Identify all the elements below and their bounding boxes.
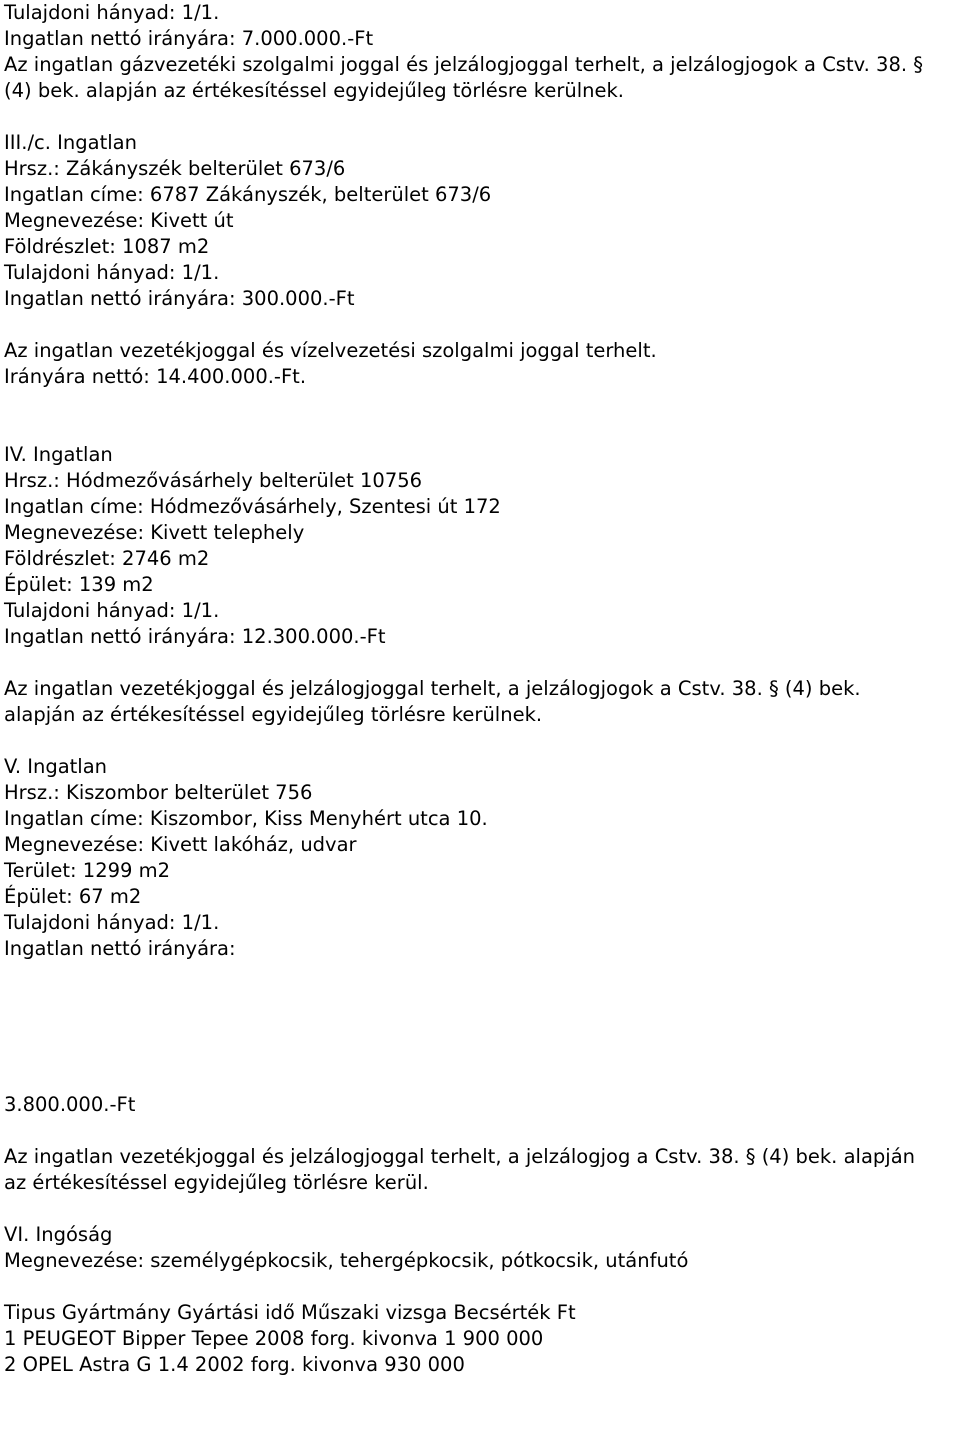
encumbrance-text: Az ingatlan vezetékjoggal és vízelvezetési szolgalmi joggal terhelt. <box>4 339 657 362</box>
net-price-value: 3.800.000.-Ft <box>4 1093 136 1116</box>
net-price: Ingatlan nettó irányára: 300.000.-Ft <box>4 287 355 310</box>
parcel-number: Hrsz.: Zákányszék belterület 673/6 <box>4 157 346 180</box>
parcel-number: Hrsz.: Hódmezővásárhely belterület 10756 <box>4 469 423 492</box>
encumbrance-text: (4) bek. alapján az értékesítéssel egyidejűleg törlésre kerülnek. <box>4 79 624 102</box>
spacer <box>4 104 954 130</box>
spacer <box>4 416 954 442</box>
spacer <box>4 1118 954 1144</box>
encumbrance-text: alapján az értékesítéssel egyidejűleg törlésre kerülnek. <box>4 703 543 726</box>
section-heading: IV. Ingatlan <box>4 443 113 466</box>
spacer <box>4 728 954 754</box>
vehicle-table-row: 1 PEUGEOT Bipper Tepee 2008 forg. kivonva 1 900 000 <box>4 1327 544 1350</box>
document-page <box>4 0 954 1378</box>
property-address: Ingatlan címe: Kiszombor, Kiss Menyhért utca 10. <box>4 807 488 830</box>
property-address: Ingatlan címe: Hódmezővásárhely, Szentesi út 172 <box>4 495 501 518</box>
vehicle-table-row: 2 OPEL Astra G 1.4 2002 forg. kivonva 930 000 <box>4 1353 465 1376</box>
property-designation: Megnevezése: Kivett út <box>4 209 234 232</box>
net-price: Ingatlan nettó irányára: 12.300.000.-Ft <box>4 625 386 648</box>
section-heading: VI. Ingóság <box>4 1223 113 1246</box>
net-price: Ingatlan nettó irányára: 7.000.000.-Ft <box>4 27 374 50</box>
encumbrance-text: Az ingatlan vezetékjoggal és jelzálogjoggal terhelt, a jelzálogjog a Cstv. 38. § (4) bek. alapján <box>4 1145 915 1168</box>
spacer <box>4 390 954 416</box>
property-designation: Megnevezése: személygépkocsik, tehergépkocsik, pótkocsik, utánfutó <box>4 1249 689 1272</box>
property-address: Ingatlan címe: 6787 Zákányszék, belterület 673/6 <box>4 183 492 206</box>
spacer <box>4 650 954 676</box>
total-net-price: Irányára nettó: 14.400.000.-Ft. <box>4 365 307 388</box>
building-area: Épület: 67 m2 <box>4 885 142 908</box>
spacer <box>4 1274 954 1300</box>
section-heading: V. Ingatlan <box>4 755 108 778</box>
property-designation: Megnevezése: Kivett telephely <box>4 521 305 544</box>
owner-share: Tulajdoni hányad: 1/1. <box>4 911 220 934</box>
building-area: Épület: 139 m2 <box>4 573 154 596</box>
net-price-label: Ingatlan nettó irányára: <box>4 937 236 960</box>
parcel-number: Hrsz.: Kiszombor belterület 756 <box>4 781 313 804</box>
vehicle-table-header: Tipus Gyártmány Gyártási idő Műszaki vizsga Becsérték Ft <box>4 1301 576 1324</box>
encumbrance-text: az értékesítéssel egyidejűleg törlésre kerül. <box>4 1171 429 1194</box>
land-area: Földrészlet: 2746 m2 <box>4 547 210 570</box>
encumbrance-text: Az ingatlan gázvezetéki szolgalmi joggal és jelzálogjoggal terhelt, a jelzálogjogok a Cstv. 38. § <box>4 53 923 76</box>
owner-share: Tulajdoni hányad: 1/1. <box>4 1 220 24</box>
land-area: Földrészlet: 1087 m2 <box>4 235 210 258</box>
encumbrance-text: Az ingatlan vezetékjoggal és jelzálogjoggal terhelt, a jelzálogjogok a Cstv. 38. § (4) bek. <box>4 677 861 700</box>
property-designation: Megnevezése: Kivett lakóház, udvar <box>4 833 357 856</box>
land-area: Terület: 1299 m2 <box>4 859 171 882</box>
owner-share: Tulajdoni hányad: 1/1. <box>4 599 220 622</box>
owner-share: Tulajdoni hányad: 1/1. <box>4 261 220 284</box>
section-heading: III./c. Ingatlan <box>4 131 137 154</box>
spacer <box>4 962 954 1092</box>
spacer <box>4 312 954 338</box>
spacer <box>4 1196 954 1222</box>
